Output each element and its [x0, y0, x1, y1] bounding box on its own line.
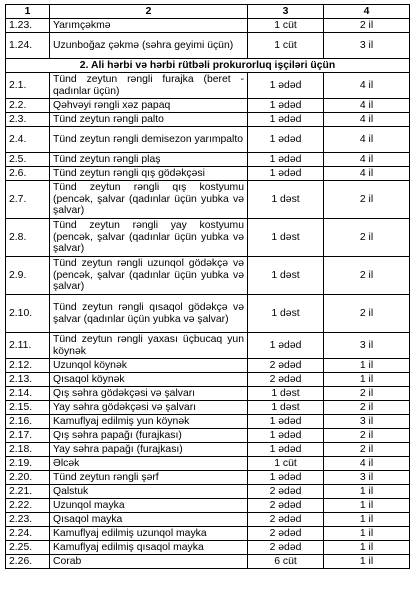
- row-term: 4 il: [324, 456, 410, 470]
- row-term: 1 il: [324, 512, 410, 526]
- row-item-name: Əlcək: [50, 456, 248, 470]
- row-number: 2.25.: [6, 540, 50, 554]
- table-row: [6, 386, 410, 400]
- row-number: 2.24.: [6, 526, 50, 540]
- section-body: [6, 58, 410, 72]
- row-number: 2.4.: [6, 126, 50, 152]
- table-row: [6, 484, 410, 498]
- row-term: 1 il: [324, 498, 410, 512]
- row-term: 2 il: [324, 18, 410, 32]
- row-quantity: 1 ədəd: [248, 428, 324, 442]
- table-row: [6, 358, 410, 372]
- table-row: [6, 428, 410, 442]
- row-quantity: 1 cüt: [248, 32, 324, 58]
- table-row: [6, 470, 410, 484]
- row-term: 2 il: [324, 442, 410, 456]
- row-term: 4 il: [324, 126, 410, 152]
- table-row: [6, 256, 410, 294]
- row-item-name: Tünd zeytun rəngli şərf: [50, 470, 248, 484]
- row-term: 3 il: [324, 414, 410, 428]
- row-number: 1.24.: [6, 32, 50, 58]
- row-quantity: 1 ədəd: [248, 414, 324, 428]
- table-row: [6, 18, 410, 32]
- row-term: 4 il: [324, 72, 410, 98]
- row-number: 2.18.: [6, 442, 50, 456]
- row-item-name: Qısaqol köynək: [50, 372, 248, 386]
- row-term: 1 il: [324, 484, 410, 498]
- row-number: 2.6.: [6, 166, 50, 180]
- row-term: 4 il: [324, 166, 410, 180]
- row-term: 2 il: [324, 218, 410, 256]
- row-term: 3 il: [324, 332, 410, 358]
- table-row: [6, 414, 410, 428]
- row-quantity: 1 dəst: [248, 256, 324, 294]
- row-quantity: 1 ədəd: [248, 72, 324, 98]
- row-number: 2.13.: [6, 372, 50, 386]
- row-number: 2.26.: [6, 554, 50, 568]
- table-row: [6, 72, 410, 98]
- table-row: [6, 400, 410, 414]
- clothing-norms-table: [5, 4, 410, 569]
- row-item-name: Tünd zeytun rəngli yay kostyumu (pencək, şalvar (qadınlar üçün yubka və şalvar): [50, 218, 248, 256]
- row-quantity: 1 cüt: [248, 18, 324, 32]
- header-col-quantity: 3: [248, 5, 324, 19]
- row-term: 2 il: [324, 294, 410, 332]
- row-item-name: Kamuflyaj edilmiş yun köynək: [50, 414, 248, 428]
- row-term: 3 il: [324, 32, 410, 58]
- table-row: [6, 526, 410, 540]
- row-quantity: 1 dəst: [248, 180, 324, 218]
- row-number: 2.5.: [6, 152, 50, 166]
- table-row: [6, 456, 410, 470]
- table-row: [6, 180, 410, 218]
- row-term: 4 il: [324, 152, 410, 166]
- row-number: 2.9.: [6, 256, 50, 294]
- row-item-name: Yarımçəkmə: [50, 18, 248, 32]
- table-row: [6, 32, 410, 58]
- row-number: 2.11.: [6, 332, 50, 358]
- row-number: 2.22.: [6, 498, 50, 512]
- row-term: 2 il: [324, 256, 410, 294]
- row-quantity: 2 ədəd: [248, 498, 324, 512]
- table-row: [6, 166, 410, 180]
- row-number: 2.23.: [6, 512, 50, 526]
- row-term: 4 il: [324, 112, 410, 126]
- row-number: 2.19.: [6, 456, 50, 470]
- table-row: [6, 112, 410, 126]
- row-item-name: Kamuflyaj edilmiş uzunqol mayka: [50, 526, 248, 540]
- row-term: 1 il: [324, 526, 410, 540]
- row-quantity: 6 cüt: [248, 554, 324, 568]
- row-item-name: Qəhvəyi rəngli xəz papaq: [50, 98, 248, 112]
- row-quantity: 1 ədəd: [248, 126, 324, 152]
- row-number: 2.12.: [6, 358, 50, 372]
- table-row: [6, 442, 410, 456]
- row-item-name: Tünd zeytun rəngli plaş: [50, 152, 248, 166]
- row-quantity: 1 dəst: [248, 400, 324, 414]
- table-row: [6, 540, 410, 554]
- table-row: [6, 332, 410, 358]
- row-term: 1 il: [324, 358, 410, 372]
- table-row: [6, 498, 410, 512]
- row-quantity: 1 cüt: [248, 456, 324, 470]
- row-term: 2 il: [324, 180, 410, 218]
- row-number: 2.14.: [6, 386, 50, 400]
- table-row: [6, 218, 410, 256]
- row-term: 1 il: [324, 540, 410, 554]
- row-item-name: Qış səhra papağı (furajkası): [50, 428, 248, 442]
- row-number: 2.3.: [6, 112, 50, 126]
- row-quantity: 1 ədəd: [248, 166, 324, 180]
- row-term: 3 il: [324, 470, 410, 484]
- row-item-name: Tünd zeytun rəngli demisezon yarımpalto: [50, 126, 248, 152]
- row-quantity: 2 ədəd: [248, 526, 324, 540]
- row-item-name: Tünd zeytun rəngli furajka (beret - qadınlar üçün): [50, 72, 248, 98]
- row-item-name: Tünd zeytun rəngli yaxası üçbucaq yun köynək: [50, 332, 248, 358]
- table-body-main: [6, 72, 410, 568]
- header-col-number: 1: [6, 5, 50, 19]
- row-quantity: 1 dəst: [248, 218, 324, 256]
- row-item-name: Kamuflyaj edilmiş qısaqol mayka: [50, 540, 248, 554]
- row-number: 2.16.: [6, 414, 50, 428]
- row-quantity: 1 dəst: [248, 294, 324, 332]
- header-col-term: 4: [324, 5, 410, 19]
- row-number: 2.2.: [6, 98, 50, 112]
- row-number: 2.17.: [6, 428, 50, 442]
- row-item-name: Qış səhra gödəkçəsi və şalvarı: [50, 386, 248, 400]
- row-term: 2 il: [324, 386, 410, 400]
- row-quantity: 1 ədəd: [248, 442, 324, 456]
- row-item-name: Tünd zeytun rəngli qış kostyumu (pencək, şalvar (qadınlar üçün yubka və şalvar): [50, 180, 248, 218]
- table-row: [6, 372, 410, 386]
- row-number: 2.21.: [6, 484, 50, 498]
- row-quantity: 1 dəst: [248, 386, 324, 400]
- row-quantity: 2 ədəd: [248, 372, 324, 386]
- section-row: [6, 58, 410, 72]
- table-header-row: [6, 5, 410, 19]
- header-col-name: 2: [50, 5, 248, 19]
- row-number: 2.1.: [6, 72, 50, 98]
- row-number: 2.10.: [6, 294, 50, 332]
- table-row: [6, 98, 410, 112]
- row-quantity: 1 ədəd: [248, 98, 324, 112]
- row-quantity: 2 ədəd: [248, 358, 324, 372]
- row-number: 2.20.: [6, 470, 50, 484]
- row-number: 2.8.: [6, 218, 50, 256]
- row-item-name: Tünd zeytun rəngli uzunqol gödəkçə və (pencək, şalvar (qadınlar üçün yubka və şalvar): [50, 256, 248, 294]
- row-number: 1.23.: [6, 18, 50, 32]
- row-item-name: Yay səhra gödəkçəsi və şalvarı: [50, 400, 248, 414]
- row-item-name: Qalstuk: [50, 484, 248, 498]
- row-item-name: Qısaqol mayka: [50, 512, 248, 526]
- row-term: 2 il: [324, 400, 410, 414]
- section-title: 2. Ali hərbi və hərbi rütbəli prokurorluq işçiləri üçün: [6, 58, 410, 72]
- table-body-top: [6, 18, 410, 58]
- row-item-name: Uzunqol mayka: [50, 498, 248, 512]
- table-row: [6, 554, 410, 568]
- row-item-name: Tünd zeytun rəngli qış gödəkçəsi: [50, 166, 248, 180]
- table-row: [6, 294, 410, 332]
- row-term: 2 il: [324, 428, 410, 442]
- row-number: 2.7.: [6, 180, 50, 218]
- row-item-name: Corab: [50, 554, 248, 568]
- row-quantity: 1 ədəd: [248, 332, 324, 358]
- row-quantity: 2 ədəd: [248, 484, 324, 498]
- row-quantity: 1 ədəd: [248, 152, 324, 166]
- row-term: 4 il: [324, 98, 410, 112]
- row-quantity: 2 ədəd: [248, 512, 324, 526]
- row-number: 2.15.: [6, 400, 50, 414]
- table-row: [6, 152, 410, 166]
- row-term: 1 il: [324, 554, 410, 568]
- row-item-name: Tünd zeytun rəngli palto: [50, 112, 248, 126]
- table-row: [6, 126, 410, 152]
- row-item-name: Yay səhra papağı (furajkası): [50, 442, 248, 456]
- table-row: [6, 512, 410, 526]
- row-item-name: Uzunqol köynək: [50, 358, 248, 372]
- row-quantity: 2 ədəd: [248, 540, 324, 554]
- row-item-name: Uzunboğaz çəkmə (səhra geyimi üçün): [50, 32, 248, 58]
- row-item-name: Tünd zeytun rəngli qısaqol gödəkçə və şalvar (qadınlar üçün yubka və şalvar): [50, 294, 248, 332]
- row-term: 1 il: [324, 372, 410, 386]
- row-quantity: 1 ədəd: [248, 470, 324, 484]
- row-quantity: 1 ədəd: [248, 112, 324, 126]
